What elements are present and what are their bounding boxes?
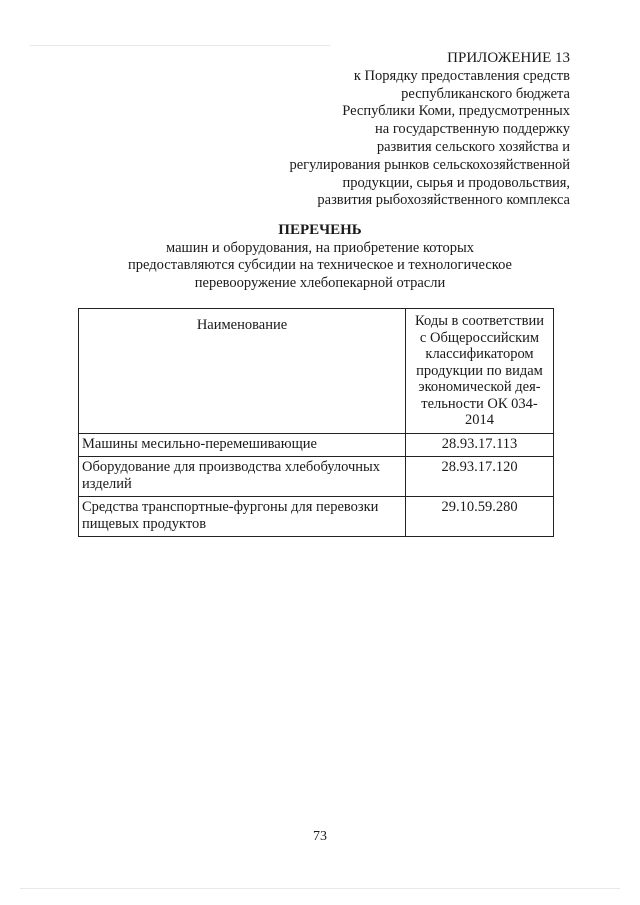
heading-line: предоставляются субсидии на техническое и технологическое bbox=[128, 257, 512, 273]
appendix-line: развития рыбохозяйственного комплекса bbox=[317, 192, 570, 209]
page-number: 73 bbox=[313, 829, 327, 844]
scan-noise-bottom bbox=[20, 888, 620, 889]
table-row bbox=[79, 433, 554, 457]
header-code-line: продукции по видам bbox=[416, 362, 543, 379]
appendix-line: Республики Коми, предусмотренных bbox=[342, 103, 570, 120]
row-code: 29.10.59.280 bbox=[406, 497, 554, 537]
appendix-title: ПРИЛОЖЕНИЕ 13 bbox=[447, 50, 570, 66]
scan-noise-top bbox=[30, 45, 330, 46]
row-code: 28.93.17.113 bbox=[406, 433, 554, 457]
table-row bbox=[79, 457, 554, 497]
row-name: Средства транспортные-фургоны для перевозки пищевых продуктов bbox=[79, 497, 406, 537]
appendix-line: продукции, сырья и продовольствия, bbox=[342, 174, 570, 191]
row-name: Машины месильно-перемешивающие bbox=[79, 433, 406, 457]
equipment-codes-table bbox=[78, 308, 554, 537]
appendix-line: на государственную поддержку bbox=[375, 121, 570, 138]
appendix-line: регулирования рынков сельскохозяйственной bbox=[289, 156, 570, 173]
header-code-line: тельности ОК 034- bbox=[421, 395, 538, 412]
header-code-line: Коды в соответствии bbox=[415, 313, 544, 329]
heading-title: ПЕРЕЧЕНЬ bbox=[278, 222, 362, 238]
header-name: Наименование bbox=[79, 309, 406, 434]
heading-line: машин и оборудования, на приобретение которых bbox=[166, 239, 474, 256]
document-heading bbox=[0, 222, 640, 292]
appendix-line: к Порядку предоставления средств bbox=[353, 67, 570, 84]
appendix-block bbox=[150, 50, 570, 210]
table-header-row bbox=[79, 309, 554, 434]
header-code-line: с Общероссийским bbox=[419, 329, 540, 346]
appendix-line: республиканского бюджета bbox=[401, 85, 570, 102]
row-code: 28.93.17.120 bbox=[406, 457, 554, 497]
heading-line: перевооружение хлебопекарной отрасли bbox=[194, 274, 446, 291]
header-code bbox=[406, 309, 554, 434]
header-code-line: классификатором bbox=[425, 346, 534, 362]
table-row bbox=[79, 497, 554, 537]
appendix-line: развития сельского хозяйства и bbox=[376, 138, 570, 155]
header-code-line: 2014 bbox=[465, 412, 494, 428]
header-code-line: экономической дея- bbox=[418, 379, 541, 395]
row-name: Оборудование для производства хлебобулочных изделий bbox=[79, 457, 406, 497]
